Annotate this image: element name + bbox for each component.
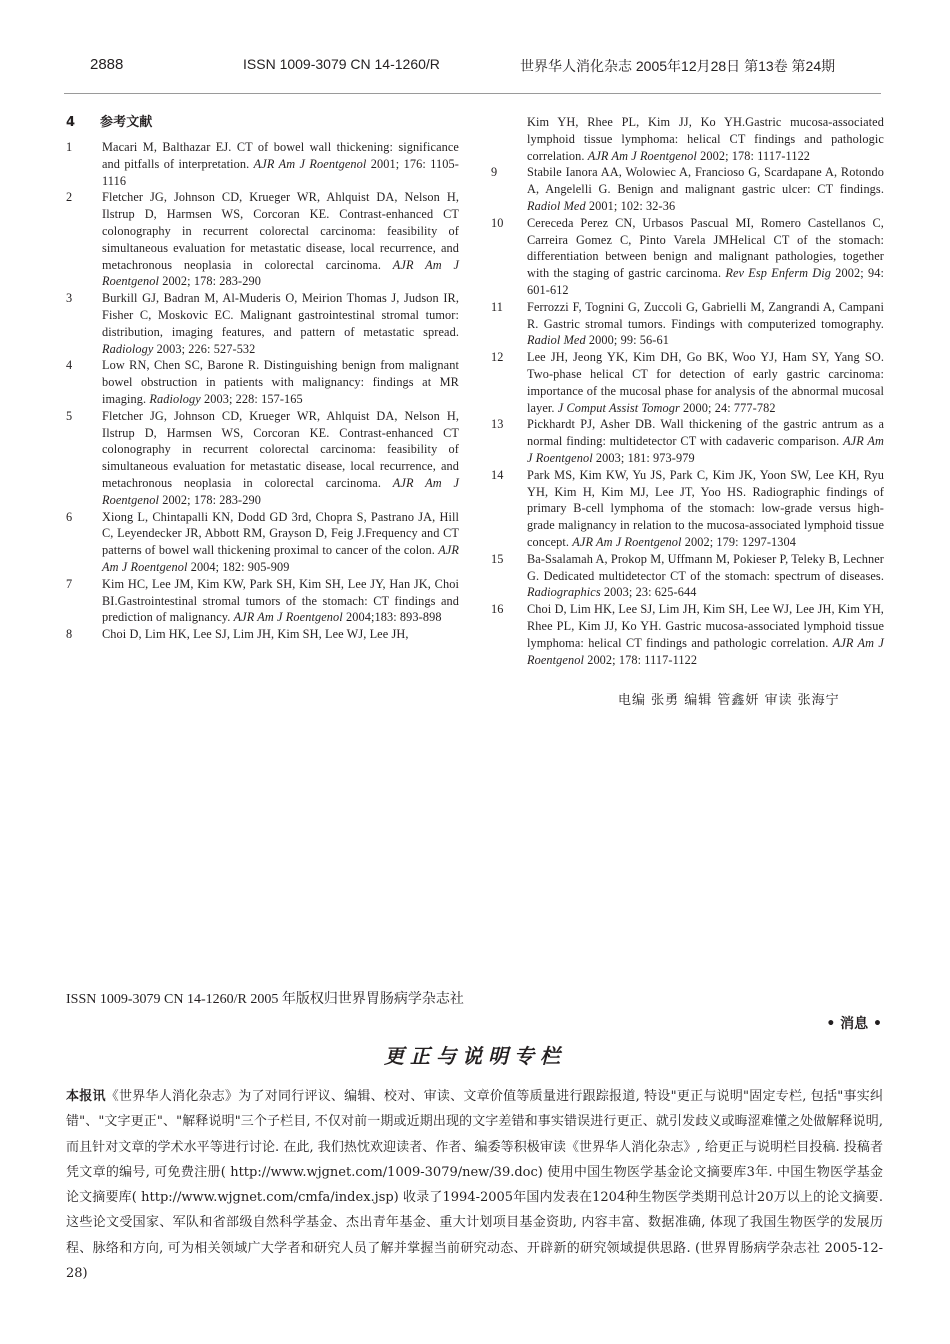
reference-text <box>102 357 459 407</box>
editor-credits: 电编 张勇 编辑 管鑫妍 审读 张海宁 <box>618 693 840 708</box>
reference-item <box>66 290 459 357</box>
references-heading <box>66 114 459 132</box>
reference-text <box>527 601 884 668</box>
reference-citation: Stabile Ianora AA, Wolowiec A, Francioso G, Scardapane A, Rotondo A, Angelelli G. Benign and malignant gastric ulcer: CT findings. <box>527 165 884 197</box>
reference-journal: AJR Am J Roentgenol <box>527 434 885 465</box>
reference-volume-pages: 2000; 99: 56-61 <box>585 333 669 348</box>
reference-citation: Burkill GJ, Badran M, Al-Muderis O, Meirion Thomas J, Judson IR, Fisher C, Moskovic EC. Malignant gastrointestinal stromal tumor: distribution, imaging features, and pattern of metastatic spread. <box>102 291 459 339</box>
reference-volume-pages: 2002; 178: 283-290 <box>159 274 261 289</box>
reference-number: 3 <box>66 291 73 306</box>
reference-volume-pages: 2004; 182: 905-909 <box>187 559 290 574</box>
section-title: 参考文献 <box>100 115 153 130</box>
reference-volume-pages: 2003; 228: 157-165 <box>200 391 303 406</box>
news-tag: • 消息 • <box>826 1016 882 1032</box>
reference-number: 2 <box>66 190 73 205</box>
reference-number: 10 <box>491 215 504 230</box>
reference-number: 7 <box>66 576 73 591</box>
reference-number: 16 <box>491 602 504 617</box>
reference-citation: Kim HC, Lee JM, Kim KW, Park SH, Kim SH, Lee JY, Han JK, Choi BI.Gastrointestinal stromal tumors of the stomach: CT findings and prediction of malignancy. <box>102 576 459 625</box>
reference-number: 4 <box>66 358 73 373</box>
reference-item <box>491 299 884 349</box>
reference-text <box>102 189 459 290</box>
reference-text <box>102 576 459 626</box>
reference-number: 12 <box>491 350 504 365</box>
reference-text <box>102 290 459 357</box>
reference-citation: Macari M, Balthazar EJ. CT of bowel wall thickening: significance and pitfalls of interpretation. <box>102 140 459 171</box>
notice-title: 更正与说明专栏 <box>384 1044 566 1068</box>
header-rule <box>64 93 881 94</box>
reference-volume-pages: 2003; 226: 527-532 <box>153 341 256 356</box>
reference-citation: Fletcher JG, Johnson CD, Krueger WR, Ahlquist DA, Nelson H, Ilstrup D, Harmsen WS, Corcoran KE. Contrast-enhanced CT colonography in recurrent colorectal carcinoma: feasibility of simultaneous evaluation for metastatic disease, local recurrence, and metachronous neoplasia in colorectal carcinoma. <box>102 190 459 272</box>
reference-number: 6 <box>66 509 73 524</box>
reference-item <box>491 416 884 466</box>
reference-text <box>102 626 459 643</box>
reference-number: 8 <box>66 627 73 642</box>
reference-journal: Radiographics <box>527 585 601 600</box>
reference-journal: J Comput Assist Tomogr <box>557 400 680 415</box>
reference-number: 14 <box>491 467 504 482</box>
reference-volume-pages: 2002; 94: 601-612 <box>527 266 884 297</box>
reference-text <box>527 299 884 349</box>
reference-volume-pages: 2003; 181: 973-979 <box>592 450 695 465</box>
reference-text <box>527 164 884 214</box>
references-column-right <box>491 114 884 668</box>
reference-text <box>527 114 884 164</box>
reference-volume-pages: 2001; 102: 32-36 <box>585 198 676 213</box>
reference-journal: Radiology <box>149 391 201 406</box>
reference-journal: Radiol Med <box>527 198 586 213</box>
reference-volume-pages: 2002; 178: 1117-1122 <box>696 148 811 163</box>
reference-volume-pages: 2002; 178: 1117-1122 <box>584 652 698 667</box>
reference-citation: Lee JH, Jeong YK, Kim DH, Go BK, Woo YJ, Ham SY, Yang SO. Two-phase helical CT for detection of early gastric carcinoma: importance of the mucosal phase for analysis of the abnormal mucosal layer. <box>527 350 884 415</box>
reference-volume-pages: 2002; 179: 1297-1304 <box>681 534 797 549</box>
reference-journal: AJR Am J Roentgenol <box>233 610 343 625</box>
reference-journal: AJR Am J Roentgenol <box>102 257 460 289</box>
reference-item <box>66 408 459 509</box>
notice-body <box>66 1084 883 1286</box>
reference-number: 9 <box>491 165 498 180</box>
reference-journal: AJR Am J Roentgenol <box>253 156 367 171</box>
reference-list-right <box>491 114 884 668</box>
reference-item <box>491 349 884 416</box>
reference-text <box>527 349 884 416</box>
reference-item <box>491 164 884 214</box>
reference-number: 15 <box>491 551 504 566</box>
reference-citation: Ferrozzi F, Tognini G, Zuccoli G, Gabrielli M, Zangrandi A, Campani R. Gastric stromal tumors. Findings with computerized tomography. <box>527 299 884 331</box>
header-journal: 世界华人消化杂志 2005年12月28日 第13卷 第24期 <box>520 58 836 74</box>
reference-item <box>491 215 884 299</box>
reference-volume-pages: 2000; 24: 777-782 <box>679 400 776 415</box>
reference-text <box>527 215 884 299</box>
reference-citation: Fletcher JG, Johnson CD, Krueger WR, Ahlquist DA, Nelson H, Ilstrup D, Harmsen WS, Corcoran KE. Contrast-enhanced CT colonography in recurrent colorectal carcinoma: feasibility of simultaneous evaluation for metastatic disease, local recurrence, and metachronous neoplasia in colorectal carcinoma. <box>102 408 459 490</box>
reference-item <box>66 626 459 643</box>
reference-citation: Pickhardt PJ, Asher DB. Wall thickening of the gastric antrum as a normal finding: multidetector CT with cadaveric comparison. <box>527 417 884 449</box>
reference-item <box>66 509 459 576</box>
reference-citation: Choi D, Lim HK, Lee SJ, Lim JH, Kim SH, Lee WJ, Lee JH, <box>102 627 409 642</box>
reference-journal: AJR Am J Roentgenol <box>102 475 460 507</box>
reference-number: 1 <box>66 140 73 154</box>
reference-journal: AJR Am J Roentgenol <box>527 635 884 667</box>
reference-journal: Rev Esp Enferm Dig <box>725 266 832 281</box>
reference-number: 13 <box>491 417 504 432</box>
reference-item <box>491 601 884 668</box>
notice-text: 《世界华人消化杂志》为了对同行评议、编辑、校对、审读、文章价值等质量进行跟踪报道, 特设"更正与说明"固定专栏, 包括"事实纠错"、"文字更正"、"解释说明"三个子栏目, 不仅对前一期或近期出现的文字差错和事实错误进行更正、就引发歧义或晦涩难懂之处做解释说明, 而且针对文章的学术水平等进行讨论. 在此, 我们热忱欢迎读者、作者、编委等积极审读《世界华人消化杂志》, 给更正与说明栏目投稿. 投稿者凭文章的编号, 可免费注册( http://www.wjgnet.com/1009-3079/new/39.doc) 使用中国生物医学基金论文摘要库3年. 中国生物医学基金论文摘要库( http://www.wjgnet.com/cmfa/index.jsp) 收录了1994-2005年国内发表在1204种生物医学类期刊总计20万以上的论文摘要. 这些论文受国家、军队和省部级自然科学基金、杰出青年基金、重大计划项目基金资助, 内容丰富、数据准确, 体现了我国生物医学的发展历程、脉络和方向, 可为相关领域广大学者和研究人员了解并掌握当前研究动态、开辟新的研究领域提供思路. (世界胃肠病学杂志社 2005-12-28) <box>66 1089 883 1282</box>
reference-text <box>527 467 884 551</box>
reference-citation: Ba-Ssalamah A, Prokop M, Uffmann M, Pokieser P, Teleky B, Lechner G. Dedicated multidetector CT of the stomach: spectrum of diseases. <box>527 551 884 583</box>
reference-journal: AJR Am J Roentgenol <box>572 534 682 549</box>
reference-volume-pages: 2004;183: 893-898 <box>342 610 442 625</box>
reference-number: 5 <box>66 408 73 423</box>
section-number: 4 <box>66 115 76 130</box>
reference-journal: Radiol Med <box>527 333 586 348</box>
reference-text <box>102 408 459 509</box>
reference-journal: AJR Am J Roentgenol <box>587 148 697 163</box>
reference-citation: Xiong L, Chintapalli KN, Dodd GD 3rd, Chopra S, Pastrano JA, Hill C, Leyendecker JR, Abbott RM, Grayson D, Feig J.Frequency and CT patterns of bowel wall thickening proximal to cancer of the colon. <box>102 509 459 558</box>
reference-journal: AJR Am J Roentgenol <box>102 543 459 574</box>
reference-volume-pages: 2002; 178: 283-290 <box>159 492 261 507</box>
reference-citation: Park MS, Kim KW, Yu JS, Park C, Kim JK, Yoon SW, Lee KH, Ryu YH, Kim H, Kim MJ, Lee JT, Yoo HS. Radiographic findings of primary B-cell lymphoma of the stomach: low-grade versus high-grade malignancy in relation to the mucosa-associated lymphoid tissue concept. <box>527 467 884 549</box>
reference-journal: Radiology <box>102 341 154 356</box>
reference-citation: Low RN, Chen SC, Barone R. Distinguishing benign from malignant bowel obstruction in patients with malignancy: findings at MR imaging. <box>102 358 459 406</box>
reference-list-left <box>66 139 459 643</box>
reference-item <box>491 551 884 601</box>
header-issn: ISSN 1009-3079 CN 14-1260/R <box>243 56 440 72</box>
copyright-line: ISSN 1009-3079 CN 14-1260/R 2005 年版权归世界胃肠病学杂志社 <box>66 992 464 1007</box>
notice-lead: 本报讯 <box>66 1089 106 1104</box>
reference-text <box>102 139 459 189</box>
reference-citation: Kim YH, Rhee PL, Kim JJ, Ko YH.Gastric mucosa-associated lymphoid tissue lymphoma: helical CT findings and pathologic correlation. <box>527 115 884 163</box>
reference-item <box>66 576 459 626</box>
reference-volume-pages: 2001; 176: 1105-1116 <box>102 156 459 188</box>
reference-item <box>491 114 884 164</box>
reference-number: 11 <box>491 299 504 314</box>
reference-text <box>527 551 884 601</box>
reference-text <box>527 416 884 466</box>
references-column-left <box>66 114 459 643</box>
reference-item <box>66 357 459 407</box>
reference-text <box>102 509 459 576</box>
reference-item <box>66 139 459 189</box>
reference-citation: Cereceda Perez CN, Urbasos Pascual MI, Romero Castellanos C, Carreira Gomez C, Pinto Varela JMHelical CT of the stomach: differentiation between benign and malignant pathologies, together with the staging of gastric carcinoma. <box>527 215 884 281</box>
reference-item <box>66 189 459 290</box>
reference-citation: Choi D, Lim HK, Lee SJ, Lim JH, Kim SH, Lee WJ, Lee JH, Kim YH, Rhee PL, Kim JJ, Ko YH. Gastric mucosa-associated lymphoid tissue lymphoma: helical CT findings and pathologic correlation. <box>527 602 884 650</box>
reference-item <box>491 467 884 551</box>
reference-volume-pages: 2003; 23: 625-644 <box>600 585 697 600</box>
page-number: 2888 <box>90 56 124 73</box>
